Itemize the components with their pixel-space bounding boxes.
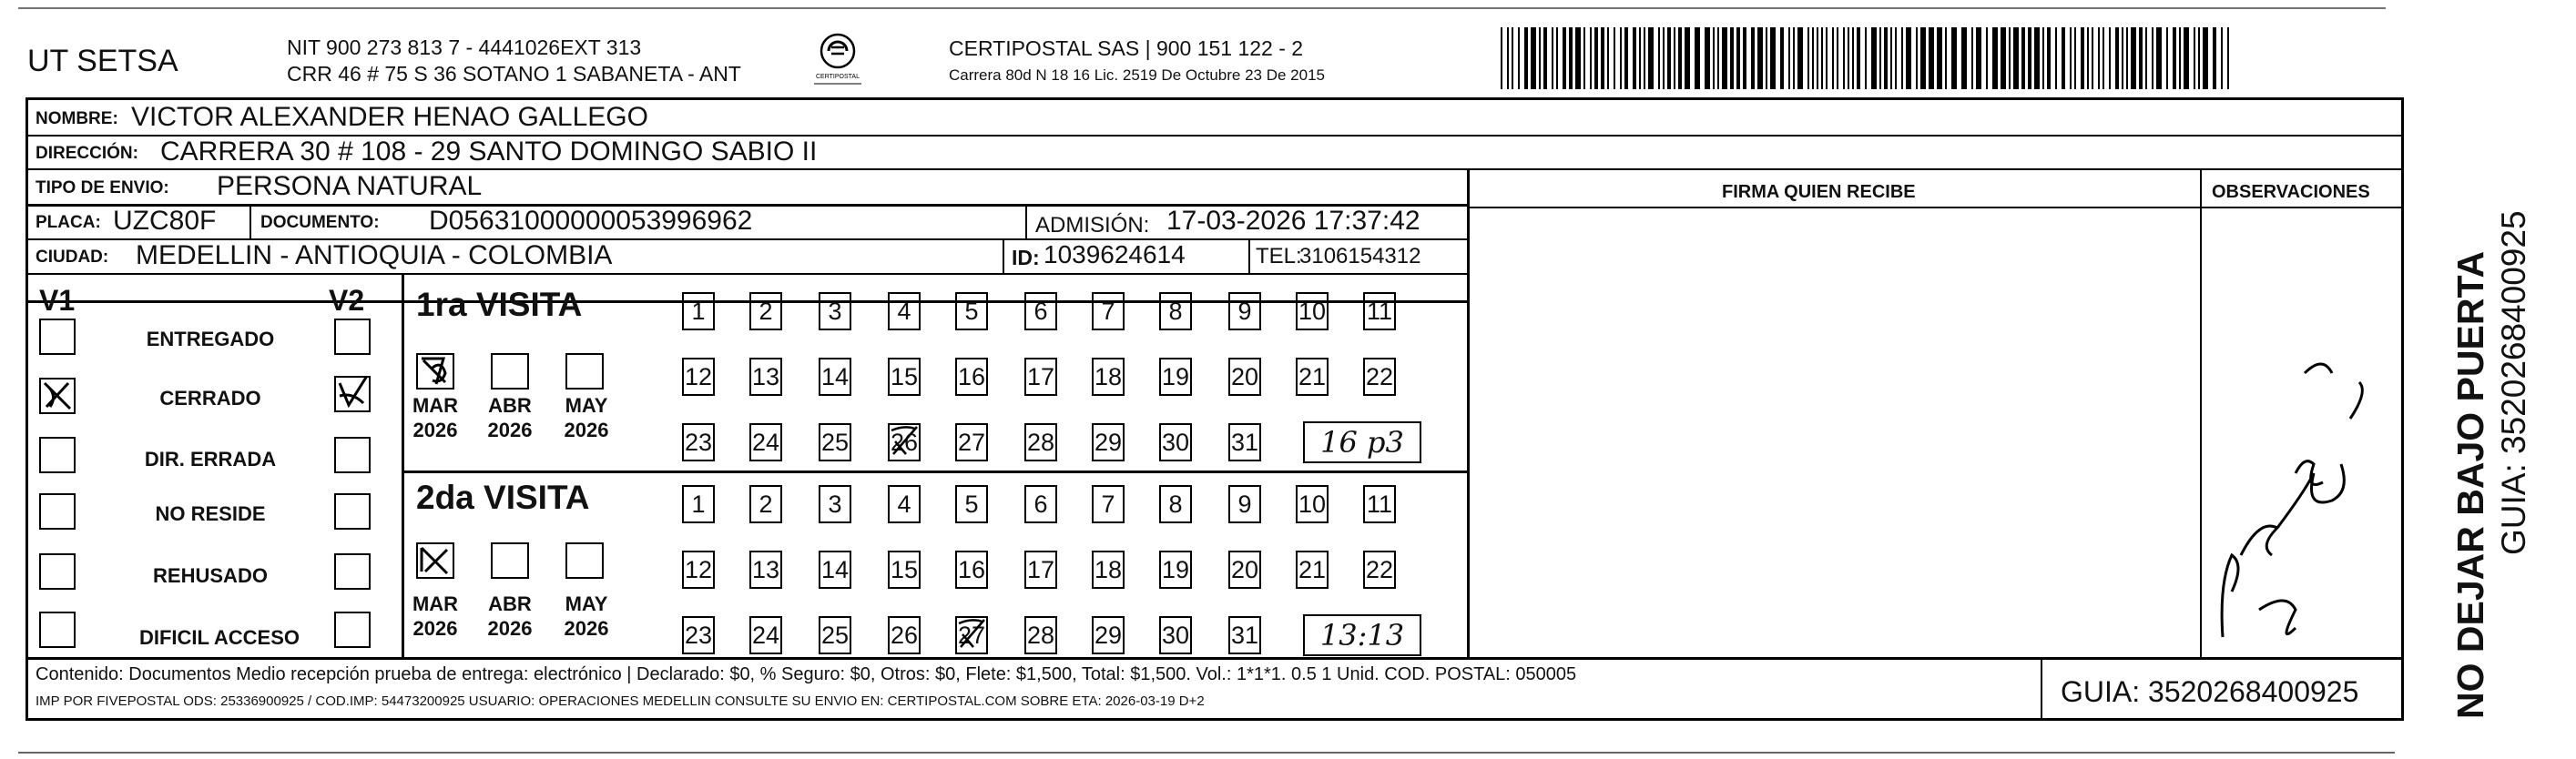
barcode-bar-89 (2081, 27, 2084, 89)
barcode-bar-42 (1770, 27, 1776, 89)
visit-1-day-21[interactable]: 21 (1296, 358, 1329, 396)
visit-2-day-21[interactable]: 21 (1296, 551, 1329, 589)
visit-1-day-6[interactable]: 6 (1024, 292, 1057, 330)
barcode-bar-96 (2122, 27, 2123, 89)
barcode-bar-43 (1780, 27, 1784, 89)
v2-check-mark (336, 378, 369, 410)
barcode-bar-111 (2221, 27, 2223, 89)
barcode-bar-14 (1590, 27, 1592, 89)
visit-1-title: 1ra VISITA (416, 286, 583, 323)
barcode-bar-2 (1512, 27, 1513, 89)
visit-2-day-31[interactable]: 31 (1228, 616, 1261, 654)
barcode-bar-54 (1843, 27, 1845, 89)
visit-2-day-12[interactable]: 12 (682, 551, 715, 589)
visit-1-day-13[interactable]: 13 (749, 358, 782, 396)
barcode-bar-94 (2109, 27, 2111, 89)
barcode-bar-40 (1757, 27, 1763, 89)
admision-value: 17-03-2026 17:37:42 (1166, 206, 1420, 236)
barcode-bar-57 (1857, 27, 1860, 89)
barcode-bar-76 (1992, 27, 1998, 89)
visit-2-day-4[interactable]: 4 (888, 485, 921, 523)
status-entregado: ENTREGADO (146, 328, 275, 350)
barcode-bar-92 (2098, 27, 2100, 89)
v1-no-reside-checkbox[interactable] (39, 493, 76, 530)
visit-1-month-mark (418, 355, 453, 388)
barcode-bar-80 (2021, 27, 2025, 89)
nombre-value: VICTOR ALEXANDER HENAO GALLEGO (131, 102, 648, 132)
barcode-bar-29 (1678, 27, 1682, 89)
barcode-bar-44 (1788, 27, 1790, 89)
visit-1-day-26[interactable]: 26 (888, 423, 921, 461)
visit-2-day-7[interactable]: 7 (1092, 485, 1125, 523)
visit-1-day-22[interactable]: 22 (1363, 358, 1396, 396)
status-dir-errada: DIR. ERRADA (144, 448, 277, 471)
barcode-bar-64 (1901, 27, 1903, 89)
barcode-bar-3 (1518, 27, 1520, 89)
visit-1-day-12[interactable]: 12 (682, 358, 715, 396)
v1-label: V1 (39, 284, 76, 317)
visit-2-day-mark (955, 616, 988, 653)
barcode-bar-83 (2042, 27, 2044, 89)
visit-2-day-27[interactable]: 27 (955, 616, 988, 654)
barcode-bar-93 (2103, 27, 2104, 89)
visit-2-title: 2da VISITA (416, 479, 590, 516)
barcode-bar-24 (1648, 27, 1654, 89)
barcode-bar-102 (2156, 27, 2162, 89)
certi-line-2: Carrera 80d N 18 16 Lic. 2519 De Octubre 23 De 2015 (949, 66, 1325, 84)
barcode-bar-101 (2152, 27, 2153, 89)
barcode-bar-71 (1951, 27, 1957, 89)
v2-cerrado-checkbox[interactable] (334, 376, 371, 412)
barcode-bar-75 (1986, 27, 1988, 89)
placa-value: UZC80F (113, 206, 217, 236)
visit-1-day-3[interactable]: 3 (819, 292, 851, 330)
status-dificil-acceso: DIFICIL ACCESO (138, 626, 300, 649)
visit-1-month-mar: MAR 2026 (412, 394, 459, 441)
barcode-bar-48 (1812, 27, 1814, 89)
certipostal-logo (801, 29, 874, 89)
barcode-bar-95 (2115, 27, 2119, 89)
barcode-bar-67 (1920, 27, 1926, 89)
visit-2-month-mar-box[interactable] (416, 542, 454, 579)
visit-1-month-mar-box[interactable] (416, 353, 454, 390)
id-value: 1039624614 (1044, 240, 1186, 268)
visit-2-day-30[interactable]: 30 (1159, 616, 1192, 654)
visit-1-day-10[interactable]: 10 (1296, 292, 1329, 330)
visit-1-day-mark (888, 423, 921, 460)
observation-signature (2214, 282, 2396, 646)
visit-2-day-17[interactable]: 17 (1024, 551, 1057, 589)
barcode-bar-69 (1937, 27, 1942, 89)
visit-1-month-abr: ABR 2026 (487, 394, 533, 441)
barcode-bar-65 (1906, 27, 1911, 89)
visit-2-day-9[interactable]: 9 (1228, 485, 1261, 523)
visit-1-day-28[interactable]: 28 (1024, 423, 1057, 461)
barcode-bar-78 (2009, 27, 2011, 89)
visit-1-month-may: MAY 2026 (564, 394, 609, 441)
direccion-value: CARRERA 30 # 108 - 29 SANTO DOMINGO SABIO II (160, 137, 818, 167)
visit-2-day-16[interactable]: 16 (955, 551, 988, 589)
visit-1-day-5[interactable]: 5 (955, 292, 988, 330)
status-rehusado: REHUSADO (153, 564, 268, 587)
visit-1-day-4[interactable]: 4 (888, 292, 921, 330)
barcode-bar-72 (1961, 27, 1967, 89)
visit-1-month-abr-box[interactable] (491, 353, 529, 390)
barcode-bar-0 (1501, 27, 1502, 89)
v1-dificil-acceso-checkbox[interactable] (39, 612, 76, 648)
barcode-bar-86 (2062, 27, 2065, 89)
barcode-bar-99 (2139, 27, 2143, 89)
barcode-bar-21 (1633, 27, 1636, 89)
barcode-bar-106 (2184, 27, 2189, 89)
barcode-bar-103 (2166, 27, 2168, 89)
visit-1-day-17[interactable]: 17 (1024, 358, 1057, 396)
barcode-bar-8 (1552, 27, 1553, 89)
barcode-bar-41 (1766, 27, 1767, 89)
footer-contenido: Contenido: Documentos Medio recepción prueba de entrega: electrónico | Declarado: $0, % Seguro: $0, Otros: $0, Flete: $1,500, Total: $1,500. Vol.: 1*1*1. 0.5 1 Unid. COD. POSTAL: 050005 (36, 664, 1577, 684)
company-name: UT SETSA (27, 44, 178, 78)
visit-1-day-30[interactable]: 30 (1159, 423, 1192, 461)
barcode-bar-49 (1817, 27, 1818, 89)
barcode-bar-35 (1722, 27, 1727, 89)
barcode-bar-105 (2179, 27, 2181, 89)
barcode-bar-60 (1879, 27, 1881, 89)
id-label: ID: (1012, 246, 1040, 269)
visit-2-day-18[interactable]: 18 (1092, 551, 1125, 589)
barcode-bar-90 (2087, 27, 2089, 89)
v2-dir-errada-checkbox[interactable] (334, 437, 371, 473)
barcode-bar-34 (1717, 27, 1719, 89)
top-edge-line (18, 7, 2386, 9)
v2-dificil-acceso-checkbox[interactable] (334, 612, 371, 648)
barcode-bar-9 (1556, 27, 1558, 89)
status-no-reside: NO RESIDE (155, 502, 266, 525)
visit-2-day-28[interactable]: 28 (1024, 616, 1057, 654)
visit-2-day-8[interactable]: 8 (1159, 485, 1192, 523)
barcode-bar-23 (1644, 27, 1645, 89)
barcode-bar-59 (1871, 27, 1877, 89)
barcode-bar-61 (1884, 27, 1888, 89)
visit-2-month-may-box[interactable] (565, 542, 604, 579)
tipo-value: PERSONA NATURAL (217, 171, 483, 201)
side-guia: GUIA: 3520268400925 (2495, 210, 2532, 555)
bottom-edge-line (18, 752, 2395, 754)
barcode-bar-98 (2131, 27, 2136, 89)
barcode-bar-84 (2047, 27, 2051, 89)
barcode-bar-81 (2028, 27, 2031, 89)
visit-2-day-29[interactable]: 29 (1092, 616, 1125, 654)
barcode-bar-70 (1945, 27, 1947, 89)
barcode-bar-91 (2092, 27, 2093, 89)
visit-2-day-19[interactable]: 19 (1159, 551, 1192, 589)
v1-check-mark (41, 380, 74, 412)
visit-2-month-may: MAY 2026 (564, 592, 609, 640)
direccion-label: DIRECCIÓN: (36, 144, 138, 163)
barcode-bar-88 (2074, 27, 2076, 89)
barcode-bar-13 (1583, 27, 1585, 89)
visit-1-month-may-box[interactable] (565, 353, 604, 390)
placa-label: PLACA: (36, 213, 101, 232)
barcode-bar-53 (1837, 27, 1838, 89)
barcode-bar-73 (1971, 27, 1973, 89)
visit-1-day-7[interactable]: 7 (1092, 292, 1125, 330)
logo-text: CERTIPOSTAL (816, 74, 860, 80)
visit-2-day-22[interactable]: 22 (1363, 551, 1396, 589)
barcode-bar-79 (2013, 27, 2019, 89)
barcode-bar-107 (2194, 27, 2195, 89)
v1-dir-errada-checkbox[interactable] (39, 437, 76, 473)
footer-guia: GUIA: 3520268400925 (2061, 675, 2359, 708)
ciudad-value: MEDELLIN - ANTIOQUIA - COLOMBIA (136, 240, 613, 270)
v1-rehusado-checkbox[interactable] (39, 553, 76, 590)
documento-value: D05631000000053996962 (429, 206, 753, 236)
barcode-bar-68 (1929, 27, 1934, 89)
v2-label: V2 (329, 284, 365, 317)
barcode-bar-16 (1601, 27, 1604, 89)
company-nit (287, 35, 741, 87)
barcode-bar-39 (1751, 27, 1755, 89)
barcode-bar-17 (1607, 27, 1609, 89)
visit-1-time[interactable]: 16 p3 (1303, 421, 1421, 463)
visit-1-day-24[interactable]: 24 (749, 423, 782, 461)
visit-2-day-2[interactable]: 2 (749, 485, 782, 523)
footer-imp: IMP POR FIVEPOSTAL ODS: 25336900925 / COD.IMP: 54473200925 USUARIO: OPERACIONES MEDELLIN CONSULTE SU ENVIO EN: CERTIPOSTAL.COM SOBRE ETA: 2026-03-19 D+2 (36, 693, 1205, 709)
barcode-bar-1 (1507, 27, 1509, 89)
visit-2-day-15[interactable]: 15 (888, 551, 921, 589)
barcode-bar-20 (1624, 27, 1628, 89)
barcode-bar-28 (1674, 27, 1675, 89)
visit-1-day-14[interactable]: 14 (819, 358, 851, 396)
barcode-bar-47 (1807, 27, 1809, 89)
visit-2-day-5[interactable]: 5 (955, 485, 988, 523)
barcode-bar-100 (2145, 27, 2147, 89)
visit-2-day-11[interactable]: 11 (1363, 485, 1396, 523)
barcode-bar-66 (1916, 27, 1918, 89)
barcode-bar-37 (1736, 27, 1740, 89)
barcode-bar-36 (1730, 27, 1734, 89)
v2-entregado-checkbox[interactable] (334, 319, 371, 355)
visit-1-day-16[interactable]: 16 (955, 358, 988, 396)
barcode-bar-30 (1685, 27, 1690, 89)
barcode-bar-31 (1695, 27, 1700, 89)
barcode-bar-7 (1543, 27, 1547, 89)
barcode-bar-112 (2227, 27, 2229, 89)
barcode-bar-50 (1821, 27, 1823, 89)
barcode-bar-10 (1563, 27, 1566, 89)
barcode-bar-51 (1826, 27, 1828, 89)
visit-2-day-3[interactable]: 3 (819, 485, 851, 523)
barcode-bar-4 (1524, 27, 1528, 89)
barcode-bar-6 (1539, 27, 1541, 89)
visit-1-day-20[interactable]: 20 (1228, 358, 1261, 396)
barcode-bar-82 (2034, 27, 2040, 89)
certipostal-info (949, 35, 1325, 89)
barcode-bar-5 (1531, 27, 1536, 89)
visit-1-day-27[interactable]: 27 (955, 423, 988, 461)
barcode-bar-26 (1663, 27, 1665, 89)
barcode-bar-109 (2203, 27, 2208, 89)
nombre-label: NOMBRE: (36, 109, 118, 128)
barcode-bar-97 (2126, 27, 2128, 89)
barcode-bar-52 (1832, 27, 1834, 89)
v2-no-reside-checkbox[interactable] (334, 493, 371, 530)
visit-1-day-18[interactable]: 18 (1092, 358, 1125, 396)
visit-1-day-19[interactable]: 19 (1159, 358, 1192, 396)
visit-2-day-24[interactable]: 24 (749, 616, 782, 654)
barcode-bar-33 (1713, 27, 1715, 89)
visit-2-day-25[interactable]: 25 (819, 616, 851, 654)
visit-2-month-mark (418, 544, 453, 577)
visit-2-day-13[interactable]: 13 (749, 551, 782, 589)
barcode-bar-85 (2055, 27, 2057, 89)
barcode-bar-12 (1575, 27, 1581, 89)
nit-line-1: NIT 900 273 813 7 - 4441026EXT 313 (287, 35, 642, 59)
visit-1-day-31[interactable]: 31 (1228, 423, 1261, 461)
visit-2-day-14[interactable]: 14 (819, 551, 851, 589)
ciudad-label: CIUDAD: (36, 248, 109, 267)
visit-1-day-9[interactable]: 9 (1228, 292, 1261, 330)
admision-label: ADMISIÓN: (1035, 213, 1150, 238)
barcode-bar-22 (1639, 27, 1641, 89)
nit-line-2: CRR 46 # 75 S 36 SOTANO 1 SABANETA - ANT (287, 62, 741, 86)
tel-value: 3106154312 (1299, 244, 1421, 268)
status-cerrado: CERRADO (159, 387, 261, 410)
visit-1-day-11[interactable]: 11 (1363, 292, 1396, 330)
v1-cerrado-checkbox[interactable] (39, 378, 76, 414)
visit-1-day-23[interactable]: 23 (682, 423, 715, 461)
barcode-bar-11 (1569, 27, 1573, 89)
barcode (1501, 27, 2229, 89)
visit-2-day-26[interactable]: 26 (888, 616, 921, 654)
barcode-bar-62 (1890, 27, 1892, 89)
barcode-bar-110 (2213, 27, 2216, 89)
documento-label: DOCUMENTO: (260, 213, 380, 232)
certi-line-1: CERTIPOSTAL SAS | 900 151 122 - 2 (949, 36, 1304, 60)
visit-1-day-1[interactable]: 1 (682, 292, 715, 330)
barcode-bar-18 (1614, 27, 1615, 89)
no-dejar-bajo-puerta: NO DEJAR BAJO PUERTA (2449, 250, 2491, 719)
barcode-bar-55 (1848, 27, 1849, 89)
visit-1-day-8[interactable]: 8 (1159, 292, 1192, 330)
visit-1-day-2[interactable]: 2 (749, 292, 782, 330)
visit-2-day-1[interactable]: 1 (682, 485, 715, 523)
barcode-bar-27 (1667, 27, 1671, 89)
visit-2-day-10[interactable]: 10 (1296, 485, 1329, 523)
tel-label: TEL: (1256, 244, 1302, 268)
barcode-bar-15 (1594, 27, 1598, 89)
tipo-label: TIPO DE ENVIO: (36, 178, 169, 197)
visit-2-day-23[interactable]: 23 (682, 616, 715, 654)
barcode-bar-45 (1793, 27, 1795, 89)
barcode-bar-63 (1895, 27, 1897, 89)
visit-1-day-15[interactable]: 15 (888, 358, 921, 396)
barcode-bar-32 (1705, 27, 1710, 89)
barcode-bar-108 (2198, 27, 2200, 89)
barcode-bar-104 (2173, 27, 2176, 89)
visit-2-day-6[interactable]: 6 (1024, 485, 1057, 523)
v2-rehusado-checkbox[interactable] (334, 553, 371, 590)
barcode-bar-19 (1620, 27, 1622, 89)
firma-header: FIRMA QUIEN RECIBE (1722, 182, 1916, 202)
visit-2-month-mar: MAR 2026 (412, 592, 459, 640)
observaciones-header: OBSERVACIONES (2212, 182, 2370, 202)
barcode-bar-87 (2070, 27, 2072, 89)
visit-2-month-abr: ABR 2026 (487, 592, 533, 640)
barcode-bar-25 (1658, 27, 1660, 89)
visit-1-day-29[interactable]: 29 (1092, 423, 1125, 461)
visit-1-day-25[interactable]: 25 (819, 423, 851, 461)
barcode-bar-38 (1743, 27, 1746, 89)
barcode-bar-46 (1797, 27, 1803, 89)
barcode-bar-58 (1865, 27, 1867, 89)
v1-entregado-checkbox[interactable] (39, 319, 76, 355)
barcode-bar-77 (2001, 27, 2006, 89)
visit-2-time[interactable]: 13:13 (1303, 614, 1421, 656)
form-frame (25, 97, 2404, 721)
visit-2-day-20[interactable]: 20 (1228, 551, 1261, 589)
barcode-bar-56 (1852, 27, 1854, 89)
visit-2-month-abr-box[interactable] (491, 542, 529, 579)
barcode-bar-74 (1976, 27, 1981, 89)
